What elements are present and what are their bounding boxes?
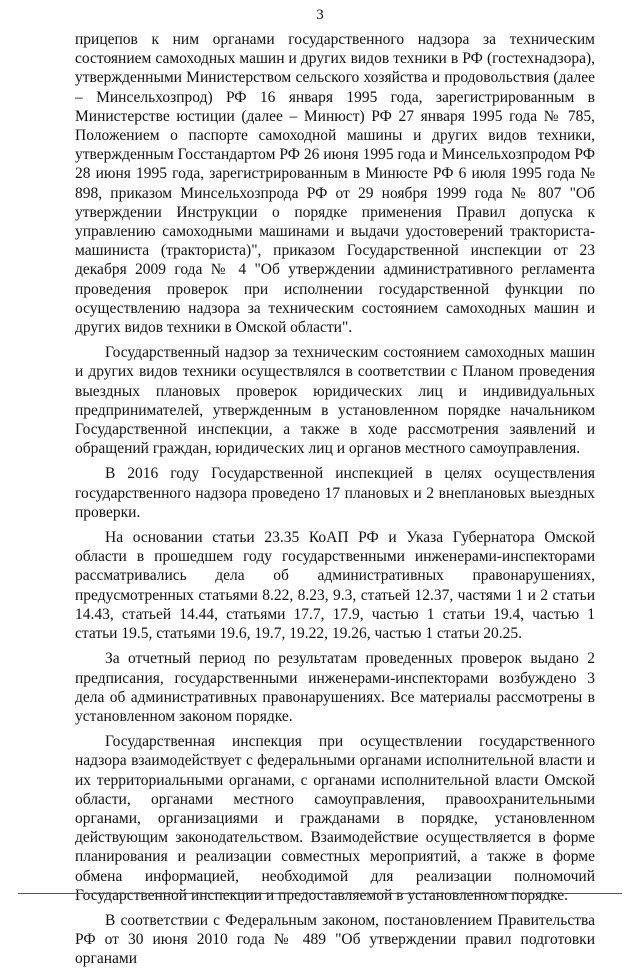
paragraph-4: На основании статьи 23.35 КоАП РФ и Указа Губернатора Омской области в прошедшем году государственными инженерами-инспекторами рассматривались дела об административных правонарушениях, предусмотренных статьями 8.22, 8.23, 9.3, статьей 12.37, частями 1 и 2 статьи 14.43, статьей 14.44, статьями 17.7, 17.9, частью 1 статьи 19.4, частью 1 статьи 19.5, статьями 19.6, 19.7, 19.22, 19.26, частью 1 статьи 20.25. (75, 529, 595, 643)
paragraph-3: В 2016 году Государственной инспекцией в целях осуществления государственного надзора проведено 17 плановых и 2 внеплановых выездных проверки. (75, 465, 595, 521)
page-bottom-divider (18, 893, 622, 894)
paragraph-1: прицепов к ним органами государственного надзора за техническим состоянием самоходных машин и других видов техники в РФ (гостехнадзора), утвержденными Министерством сельского хозяйства и продовольствия (далее – Минсельхозпрод) РФ 16 января 1995 года, зарегистрированным в Министерстве юстиции (далее – Минюст) РФ 27 января 1995 года № 785, Положением о паспорте самоходной машины и других видов техники, утвержденным Госстандартом РФ 26 июня 1995 года и Минсельхозпродом РФ 28 июня 1995 года, зарегистрированным в Минюсте РФ 6 июля 1995 года № 898, приказом Минсельхозпрода РФ от 29 ноября 1999 года № 807 "Об утверждении Инструкции о порядке применения Правил допуска к управлению самоходными машинами и выдачи удостоверений тракториста-машиниста (тракториста)", приказом Государственной инспекции от 23 декабря 2009 года № 4 "Об утверждении административного регламента проведения проверок при исполнении государственной функции по осуществлению надзора за техническим состоянием самоходных машин и других видов техники в Омской области". (75, 31, 595, 337)
paragraph-5: За отчетный период по результатам проведенных проверок выдано 2 предписания, государственными инженерами-инспекторами возбуждено 3 дела об административных правонарушениях. Все материалы рассмотрены в установленном законом порядке. (75, 650, 595, 725)
paragraph-7: В соответствии с Федеральным законом, постановлением Правительства РФ от 30 июня 2010 года № 489 "Об утверждении правил подготовки органами (75, 911, 595, 968)
page-number: 3 (316, 7, 324, 23)
paragraph-2: Государственный надзор за техническим состоянием самоходных машин и других видов техники осуществлялся в соответствии с Планом проведения выездных плановых проверок юридических лиц и индивидуальных предпринимателей, утвержденным в установленном порядке начальником Государственной инспекции, а также в ходе рассмотрения заявлений и обращений граждан, юридических лиц и органов местного самоуправления. (75, 344, 595, 458)
paragraph-6: Государственная инспекция при осуществлении государственного надзора взаимодействует с федеральными органами исполнительной власти и их территориальными органами, с органами исполнительной власти Омской области, органами местного самоуправления, правоохранительными органами, организациями и гражданами в порядке, установленном действующим законодательством. Взаимодействие осуществляется в форме планирования и реализации совместных мероприятий, а также в форме обмена информацией, необходимой для реализации полномочий Государственной инспекции и предоставляемой в установленном порядке. (75, 733, 595, 904)
document-body (75, 30, 595, 975)
